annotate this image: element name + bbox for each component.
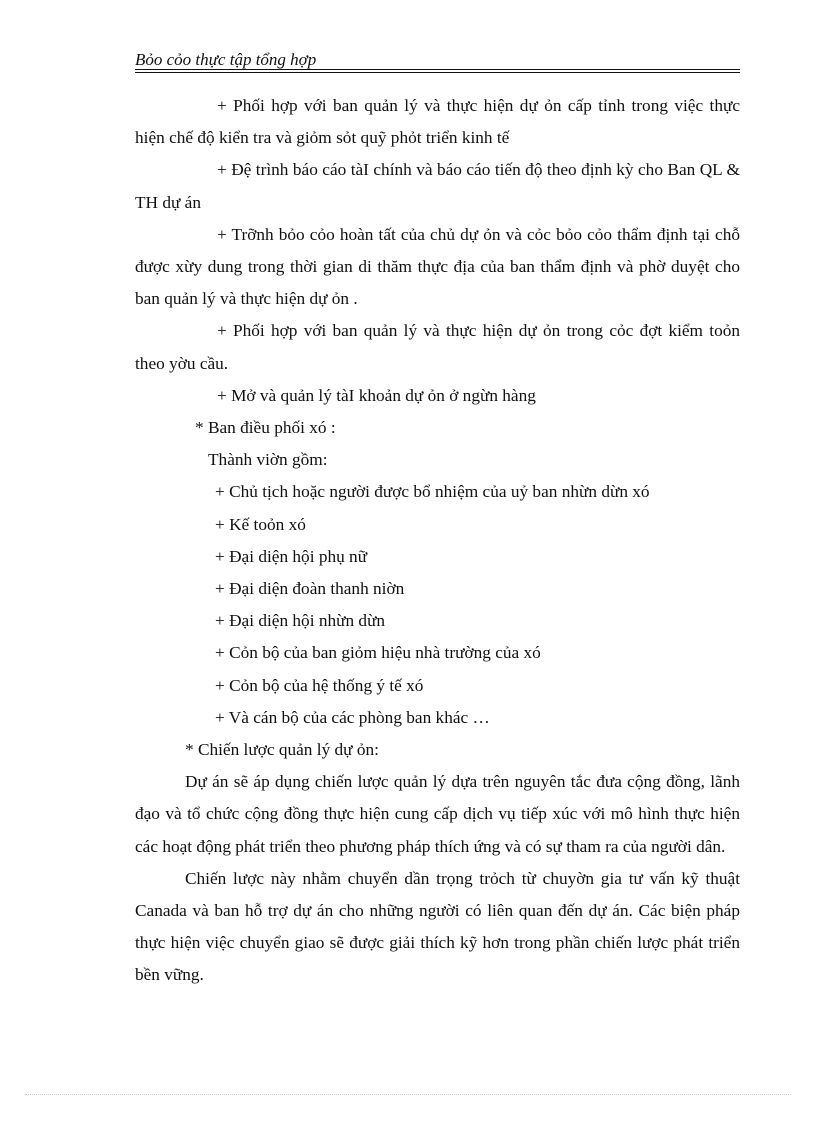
- page-bottom-border: [25, 1094, 791, 1095]
- member-list-item: + Chủ tịch hoặc người được bổ nhiệm của uỷ ban nhừn dừn xó: [215, 482, 650, 502]
- member-list-item: + Đại diện hội phụ nữ: [215, 546, 368, 566]
- member-list-item: + Cỏn bộ của ban giỏm hiệu nhà trường của xó: [215, 643, 541, 663]
- header-rule-bottom: [135, 72, 740, 73]
- section-heading: * Ban điều phối xó :: [195, 418, 336, 438]
- section-heading: * Chiến lược quản lý dự ỏn:: [185, 740, 379, 760]
- member-list-item: + Đại diện đoàn thanh niờn: [215, 579, 405, 599]
- header-rule-top: [135, 69, 740, 70]
- body-paragraph: + Phối hợp với ban quản lý và thực hiện dự ỏn cấp tỉnh trong việc thực hiện chế độ kiển tra và giỏm sỏt quỹ phỏt triển kinh tế: [135, 96, 740, 148]
- member-list-item: + Và cán bộ của các phòng ban khác …: [215, 707, 490, 727]
- body-paragraph: + Trỡnh bỏo cỏo hoàn tất của chủ dự ỏn và cỏc bỏo cỏo thẩm định tại chỗ được xừy dung trong thời gian di thăm thực địa của ban thẩm định và phờ duyệt cho ban quản lý và thực hiện dự ỏn .: [135, 224, 740, 309]
- page-header-title: Bỏo cỏo thực tập tổng hợp: [135, 50, 317, 69]
- document-body: [135, 90, 740, 992]
- member-list-item: + Đại diện hội nhừn dừn: [215, 611, 386, 631]
- body-paragraph: Chiến lược này nhằm chuyển dần trọng trỏch từ chuyờn gia tư vấn kỹ thuật Canada và ban hỗ trợ dự án cho những người có liên quan đến dự án. Các biện pháp thực hiện việc chuyển giao sẽ được giải thích kỹ hơn trong phần chiến lược phát triển bền vững.: [135, 868, 740, 985]
- body-paragraph: + Phối hợp với ban quản lý và thực hiện dự ỏn trong cỏc đợt kiểm toỏn theo yờu cầu.: [135, 321, 740, 373]
- member-list-item: + Kế toỏn xó: [215, 514, 306, 534]
- body-paragraph: + Đệ trình báo cáo tàI chính và báo cáo tiến độ theo định kỳ cho Ban QL & TH dự án: [135, 160, 740, 212]
- body-paragraph: Dự án sẽ áp dụng chiến lược quản lý dựa trên nguyên tắc đưa cộng đồng, lãnh đạo và tổ chức cộng đồng thực hiện cung cấp dịch vụ tiếp xúc với mô hình thực hiện các hoạt động phát triển theo phương pháp thích ứng và có sự tham ra của người dân.: [135, 772, 740, 856]
- members-heading: Thành viờn gồm:: [208, 450, 328, 470]
- member-list-item: + Cỏn bộ của hệ thống ý tế xó: [215, 675, 424, 695]
- body-paragraph: + Mở và quản lý tàI khoản dự ỏn ở ngừn hàng: [217, 385, 536, 405]
